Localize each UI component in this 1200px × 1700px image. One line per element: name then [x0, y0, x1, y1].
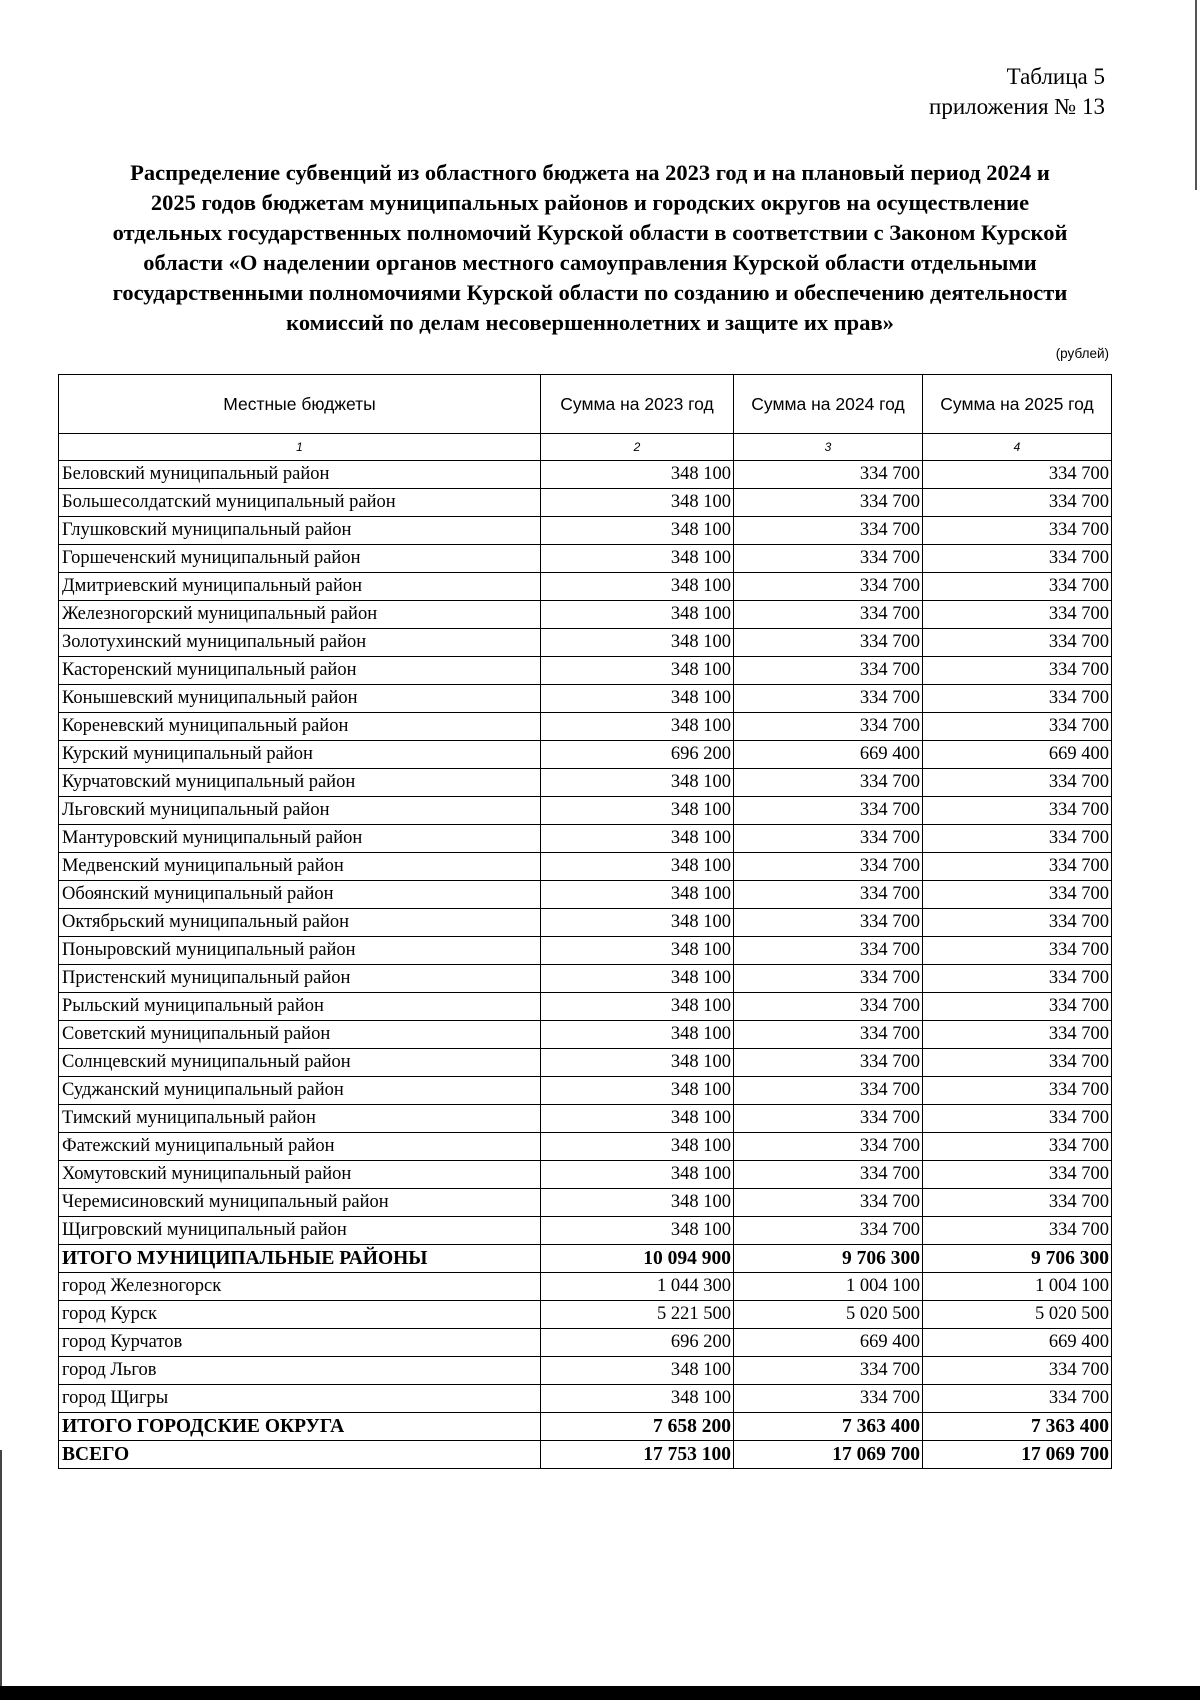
table-row — [59, 489, 1112, 517]
amount-2025-cell: 334 700 — [923, 1189, 1112, 1217]
budget-name-cell: Тимский муниципальный район — [59, 1105, 541, 1133]
budget-name-cell: Октябрьский муниципальный район — [59, 909, 541, 937]
amount-2024-cell: 334 700 — [734, 1357, 923, 1385]
amount-2025-cell: 669 400 — [923, 741, 1112, 769]
amount-2024-cell: 334 700 — [734, 657, 923, 685]
amount-2024-cell: 334 700 — [734, 825, 923, 853]
amount-2023-cell: 348 100 — [541, 517, 734, 545]
scan-edge-left — [0, 1450, 2, 1690]
title-line: области «О наделении органов местного самоуправления Курской области отдельными — [143, 250, 1037, 275]
table-row — [59, 853, 1112, 881]
table-total-row — [59, 1441, 1112, 1469]
amount-2024-cell: 7 363 400 — [734, 1413, 923, 1441]
budget-name-cell: Конышевский муниципальный район — [59, 685, 541, 713]
amount-2025-cell: 334 700 — [923, 685, 1112, 713]
amount-2024-cell: 5 020 500 — [734, 1301, 923, 1329]
amount-2023-cell: 348 100 — [541, 657, 734, 685]
budget-name-cell: Льговский муниципальный район — [59, 797, 541, 825]
amount-2024-cell: 334 700 — [734, 573, 923, 601]
amount-2023-cell: 348 100 — [541, 853, 734, 881]
amount-2025-cell: 334 700 — [923, 825, 1112, 853]
table-row — [59, 937, 1112, 965]
amount-2025-cell: 669 400 — [923, 1329, 1112, 1357]
budget-name-cell: город Льгов — [59, 1357, 541, 1385]
table-row — [59, 1105, 1112, 1133]
budget-name-cell: Щигровский муниципальный район — [59, 1217, 541, 1245]
table-number: Таблица 5 — [1006, 64, 1105, 89]
amount-2024-cell: 334 700 — [734, 1049, 923, 1077]
amount-2023-cell: 348 100 — [541, 629, 734, 657]
budget-name-cell: Поныровский муниципальный район — [59, 937, 541, 965]
amount-2024-cell: 334 700 — [734, 1077, 923, 1105]
amount-2023-cell: 348 100 — [541, 545, 734, 573]
amount-2023-cell: 348 100 — [541, 881, 734, 909]
amount-2024-cell: 334 700 — [734, 797, 923, 825]
amount-2024-cell: 334 700 — [734, 629, 923, 657]
table-row — [59, 1329, 1112, 1357]
table-row — [59, 573, 1112, 601]
appendix-number: приложения № 13 — [929, 94, 1105, 119]
amount-2024-cell: 334 700 — [734, 545, 923, 573]
amount-2024-cell: 334 700 — [734, 937, 923, 965]
table-row — [59, 461, 1112, 489]
table-row — [59, 993, 1112, 1021]
budget-name-cell: Солнцевский муниципальный район — [59, 1049, 541, 1077]
table-row — [59, 713, 1112, 741]
amount-2024-cell: 669 400 — [734, 1329, 923, 1357]
amount-2023-cell: 348 100 — [541, 1077, 734, 1105]
column-number: 3 — [734, 434, 923, 461]
table-row — [59, 965, 1112, 993]
budget-name-cell: Большесолдатский муниципальный район — [59, 489, 541, 517]
budget-name-cell: ВСЕГО — [59, 1441, 541, 1469]
budget-name-cell: Советский муниципальный район — [59, 1021, 541, 1049]
table-row — [59, 1189, 1112, 1217]
amount-2025-cell: 334 700 — [923, 1385, 1112, 1413]
budget-name-cell: Золотухинский муниципальный район — [59, 629, 541, 657]
table-row — [59, 517, 1112, 545]
amount-2023-cell: 348 100 — [541, 1189, 734, 1217]
amount-2023-cell: 348 100 — [541, 713, 734, 741]
budget-name-cell: Фатежский муниципальный район — [59, 1133, 541, 1161]
amount-2023-cell: 348 100 — [541, 909, 734, 937]
budget-name-cell: Пристенский муниципальный район — [59, 965, 541, 993]
amount-2023-cell: 7 658 200 — [541, 1413, 734, 1441]
table-row — [59, 657, 1112, 685]
amount-2023-cell: 348 100 — [541, 1105, 734, 1133]
budget-name-cell: Мантуровский муниципальный район — [59, 825, 541, 853]
table-row — [59, 1357, 1112, 1385]
amount-2024-cell: 334 700 — [734, 1189, 923, 1217]
amount-2023-cell: 348 100 — [541, 825, 734, 853]
amount-2025-cell: 334 700 — [923, 657, 1112, 685]
table-row — [59, 1133, 1112, 1161]
amount-2025-cell: 334 700 — [923, 1133, 1112, 1161]
budget-name-cell: Хомутовский муниципальный район — [59, 1161, 541, 1189]
budget-name-cell: город Железногорск — [59, 1273, 541, 1301]
table-row — [59, 1077, 1112, 1105]
amount-2024-cell: 334 700 — [734, 1161, 923, 1189]
title-line: комиссий по делам несовершеннолетних и защите их прав» — [286, 310, 894, 335]
budget-name-cell: Железногорский муниципальный район — [59, 601, 541, 629]
amount-2024-cell: 334 700 — [734, 1105, 923, 1133]
amount-2023-cell: 348 100 — [541, 1049, 734, 1077]
amount-2024-cell: 334 700 — [734, 601, 923, 629]
amount-2025-cell: 334 700 — [923, 573, 1112, 601]
amount-2023-cell: 17 753 100 — [541, 1441, 734, 1469]
amount-2023-cell: 348 100 — [541, 1021, 734, 1049]
title-line: Распределение субвенций из областного бюджета на 2023 год и на плановый период 2024 и — [130, 160, 1050, 185]
amount-2023-cell: 348 100 — [541, 1357, 734, 1385]
amount-2023-cell: 5 221 500 — [541, 1301, 734, 1329]
budget-name-cell: Рыльский муниципальный район — [59, 993, 541, 1021]
scan-edge-bottom — [0, 1686, 1200, 1700]
table-row — [59, 685, 1112, 713]
amount-2024-cell: 334 700 — [734, 909, 923, 937]
amount-2024-cell: 9 706 300 — [734, 1245, 923, 1273]
column-header-2023: Сумма на 2023 год — [541, 375, 734, 434]
table-row — [59, 909, 1112, 937]
table-row — [59, 545, 1112, 573]
amount-2025-cell: 334 700 — [923, 1161, 1112, 1189]
table-total-row — [59, 1413, 1112, 1441]
table-row — [59, 769, 1112, 797]
column-number-row — [59, 434, 1112, 461]
amount-2024-cell: 334 700 — [734, 1385, 923, 1413]
column-number: 2 — [541, 434, 734, 461]
table-row — [59, 1273, 1112, 1301]
table-row — [59, 629, 1112, 657]
column-number: 1 — [59, 434, 541, 461]
budget-name-cell: ИТОГО МУНИЦИПАЛЬНЫЕ РАЙОНЫ — [59, 1245, 541, 1273]
amount-2025-cell: 334 700 — [923, 713, 1112, 741]
amount-2024-cell: 334 700 — [734, 853, 923, 881]
amount-2025-cell: 334 700 — [923, 1105, 1112, 1133]
amount-2023-cell: 348 100 — [541, 1217, 734, 1245]
amount-2025-cell: 1 004 100 — [923, 1273, 1112, 1301]
amount-2024-cell: 334 700 — [734, 713, 923, 741]
table-row — [59, 797, 1112, 825]
amount-2025-cell: 334 700 — [923, 965, 1112, 993]
amount-2024-cell: 669 400 — [734, 741, 923, 769]
amount-2025-cell: 334 700 — [923, 517, 1112, 545]
amount-2023-cell: 348 100 — [541, 769, 734, 797]
title-line: отдельных государственных полномочий Курской области в соответствии с Законом Курской — [112, 220, 1068, 245]
column-number: 4 — [923, 434, 1112, 461]
amount-2023-cell: 696 200 — [541, 1329, 734, 1357]
units-label: (рублей) — [1055, 346, 1109, 361]
amount-2025-cell: 334 700 — [923, 853, 1112, 881]
amount-2023-cell: 348 100 — [541, 965, 734, 993]
amount-2024-cell: 334 700 — [734, 517, 923, 545]
amount-2023-cell: 348 100 — [541, 461, 734, 489]
budget-name-cell: Горшеченский муниципальный район — [59, 545, 541, 573]
table-row — [59, 1049, 1112, 1077]
budget-name-cell: Касторенский муниципальный район — [59, 657, 541, 685]
budget-name-cell: Медвенский муниципальный район — [59, 853, 541, 881]
table-body — [59, 461, 1112, 1469]
amount-2023-cell: 348 100 — [541, 937, 734, 965]
table-row — [59, 1385, 1112, 1413]
budget-name-cell: город Щигры — [59, 1385, 541, 1413]
amount-2023-cell: 348 100 — [541, 685, 734, 713]
table-row — [59, 601, 1112, 629]
amount-2025-cell: 334 700 — [923, 769, 1112, 797]
amount-2025-cell: 334 700 — [923, 601, 1112, 629]
budget-name-cell: Курский муниципальный район — [59, 741, 541, 769]
amount-2024-cell: 334 700 — [734, 1133, 923, 1161]
budget-name-cell: Кореневский муниципальный район — [59, 713, 541, 741]
amount-2023-cell: 348 100 — [541, 797, 734, 825]
budget-name-cell: Дмитриевский муниципальный район — [59, 573, 541, 601]
amount-2023-cell: 348 100 — [541, 573, 734, 601]
table-row — [59, 1161, 1112, 1189]
amount-2023-cell: 348 100 — [541, 489, 734, 517]
amount-2025-cell: 7 363 400 — [923, 1413, 1112, 1441]
amount-2025-cell: 334 700 — [923, 629, 1112, 657]
budget-name-cell: Беловский муниципальный район — [59, 461, 541, 489]
subvention-table — [58, 374, 1112, 1469]
table-row — [59, 1217, 1112, 1245]
amount-2023-cell: 348 100 — [541, 993, 734, 1021]
amount-2023-cell: 348 100 — [541, 1161, 734, 1189]
amount-2023-cell: 348 100 — [541, 1133, 734, 1161]
amount-2025-cell: 5 020 500 — [923, 1301, 1112, 1329]
amount-2024-cell: 17 069 700 — [734, 1441, 923, 1469]
amount-2023-cell: 10 094 900 — [541, 1245, 734, 1273]
column-header-2024: Сумма на 2024 год — [734, 375, 923, 434]
budget-name-cell: ИТОГО ГОРОДСКИЕ ОКРУГА — [59, 1413, 541, 1441]
amount-2023-cell: 1 044 300 — [541, 1273, 734, 1301]
amount-2025-cell: 334 700 — [923, 993, 1112, 1021]
table-row — [59, 1301, 1112, 1329]
amount-2024-cell: 334 700 — [734, 685, 923, 713]
amount-2024-cell: 334 700 — [734, 1217, 923, 1245]
amount-2025-cell: 334 700 — [923, 545, 1112, 573]
table-header-row — [59, 375, 1112, 434]
table-row — [59, 881, 1112, 909]
amount-2024-cell: 334 700 — [734, 965, 923, 993]
column-header-2025: Сумма на 2025 год — [923, 375, 1112, 434]
title-line: государственными полномочиями Курской области по созданию и обеспечению деятельности — [112, 280, 1068, 305]
budget-name-cell: Курчатовский муниципальный район — [59, 769, 541, 797]
amount-2025-cell: 17 069 700 — [923, 1441, 1112, 1469]
amount-2024-cell: 334 700 — [734, 993, 923, 1021]
amount-2024-cell: 334 700 — [734, 1021, 923, 1049]
amount-2025-cell: 334 700 — [923, 937, 1112, 965]
amount-2025-cell: 334 700 — [923, 1077, 1112, 1105]
amount-2024-cell: 334 700 — [734, 489, 923, 517]
budget-name-cell: город Курчатов — [59, 1329, 541, 1357]
amount-2024-cell: 334 700 — [734, 769, 923, 797]
amount-2024-cell: 334 700 — [734, 461, 923, 489]
table-row — [59, 741, 1112, 769]
table-reference — [929, 62, 1105, 122]
amount-2025-cell: 9 706 300 — [923, 1245, 1112, 1273]
column-header-budgets: Местные бюджеты — [59, 375, 541, 434]
amount-2025-cell: 334 700 — [923, 881, 1112, 909]
amount-2024-cell: 1 004 100 — [734, 1273, 923, 1301]
table-total-row — [59, 1245, 1112, 1273]
title-line: 2025 годов бюджетам муниципальных районов и городских округов на осуществление — [150, 190, 1030, 215]
budget-name-cell: Суджанский муниципальный район — [59, 1077, 541, 1105]
amount-2025-cell: 334 700 — [923, 909, 1112, 937]
budget-name-cell: Черемисиновский муниципальный район — [59, 1189, 541, 1217]
budget-name-cell: Обоянский муниципальный район — [59, 881, 541, 909]
amount-2024-cell: 334 700 — [734, 881, 923, 909]
budget-name-cell: город Курск — [59, 1301, 541, 1329]
document-title — [60, 158, 1120, 338]
amount-2025-cell: 334 700 — [923, 1217, 1112, 1245]
table-row — [59, 825, 1112, 853]
amount-2025-cell: 334 700 — [923, 1021, 1112, 1049]
scan-edge-right — [1195, 0, 1197, 190]
amount-2023-cell: 348 100 — [541, 1385, 734, 1413]
amount-2025-cell: 334 700 — [923, 797, 1112, 825]
budget-name-cell: Глушковский муниципальный район — [59, 517, 541, 545]
amount-2025-cell: 334 700 — [923, 1357, 1112, 1385]
table-row — [59, 1021, 1112, 1049]
amount-2023-cell: 348 100 — [541, 601, 734, 629]
amount-2025-cell: 334 700 — [923, 1049, 1112, 1077]
amount-2023-cell: 696 200 — [541, 741, 734, 769]
amount-2025-cell: 334 700 — [923, 489, 1112, 517]
amount-2025-cell: 334 700 — [923, 461, 1112, 489]
